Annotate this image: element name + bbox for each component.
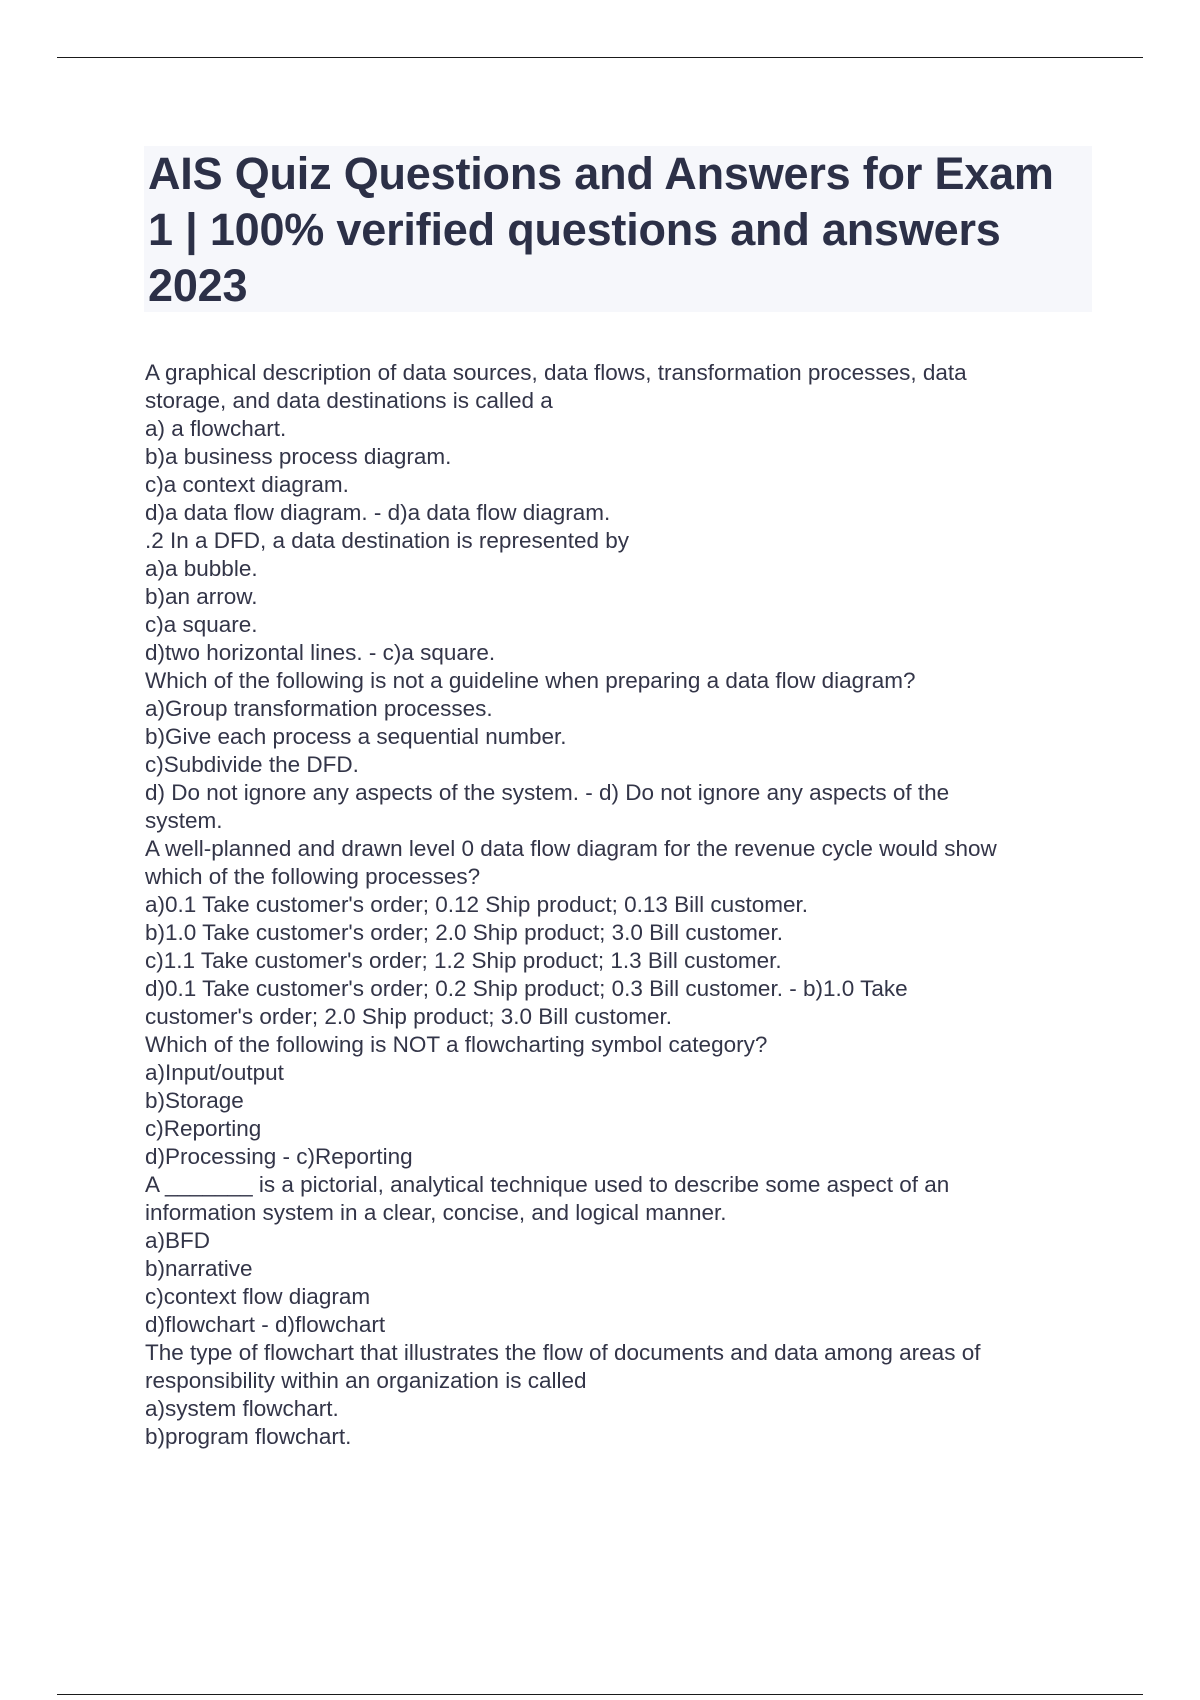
text-line: d)Processing - c)Reporting <box>145 1144 413 1169</box>
text-line: b)Storage <box>145 1088 244 1113</box>
text-line: information system in a clear, concise, and logical manner. <box>145 1200 727 1225</box>
title-block <box>144 146 1092 312</box>
text-line: The type of flowchart that illustrates the flow of documents and data among areas of <box>145 1340 981 1365</box>
text-line: system. <box>145 808 223 833</box>
text-line: a)Input/output <box>145 1060 284 1085</box>
text-line: c)1.1 Take customer's order; 1.2 Ship product; 1.3 Bill customer. <box>145 948 782 973</box>
text-line: a) a flowchart. <box>145 416 287 441</box>
text-line: a)system flowchart. <box>145 1396 339 1421</box>
text-line: b)an arrow. <box>145 584 258 609</box>
text-line: c)context flow diagram <box>145 1284 371 1309</box>
text-line: which of the following processes? <box>145 864 481 889</box>
text-line: A _______ is a pictorial, analytical technique used to describe some aspect of an <box>145 1172 950 1197</box>
text-line: Which of the following is not a guideline when preparing a data flow diagram? <box>145 668 916 693</box>
text-line: storage, and data destinations is called a <box>145 388 553 413</box>
text-line: d)0.1 Take customer's order; 0.2 Ship product; 0.3 Bill customer. - b)1.0 Take <box>145 976 908 1001</box>
text-line: a)Group transformation processes. <box>145 696 493 721</box>
text-line: a)BFD <box>145 1228 211 1253</box>
text-line: c)Reporting <box>145 1116 262 1141</box>
text-line: a)0.1 Take customer's order; 0.12 Ship product; 0.13 Bill customer. <box>145 892 808 917</box>
text-line: b)program flowchart. <box>145 1424 352 1449</box>
text-line: .2 In a DFD, a data destination is represented by <box>145 528 630 553</box>
bottom-rule <box>57 1694 1143 1695</box>
text-line: a)a bubble. <box>145 556 258 581</box>
text-line: responsibility within an organization is called <box>145 1368 587 1393</box>
text-line: A graphical description of data sources, data flows, transformation processes, data <box>145 360 967 385</box>
text-line: customer's order; 2.0 Ship product; 3.0 Bill customer. <box>145 1004 673 1029</box>
text-line: d) Do not ignore any aspects of the system. - d) Do not ignore any aspects of the <box>145 780 950 805</box>
document-title: AIS Quiz Questions and Answers for Exam 1 | 100% verified questions and answers 2023 <box>148 148 1054 311</box>
text-line: d)two horizontal lines. - c)a square. <box>145 640 496 665</box>
text-line: c)Subdivide the DFD. <box>145 752 359 777</box>
text-line: c)a square. <box>145 612 258 637</box>
text-line: d)flowchart - d)flowchart <box>145 1312 386 1337</box>
top-rule <box>57 57 1143 58</box>
text-line: c)a context diagram. <box>145 472 349 497</box>
document-body <box>145 359 1085 1451</box>
text-line: b)a business process diagram. <box>145 444 452 469</box>
text-line: d)a data flow diagram. - d)a data flow diagram. <box>145 500 611 525</box>
text-line: A well-planned and drawn level 0 data flow diagram for the revenue cycle would show <box>145 836 997 861</box>
text-line: b)1.0 Take customer's order; 2.0 Ship product; 3.0 Bill customer. <box>145 920 783 945</box>
text-line: Which of the following is NOT a flowcharting symbol category? <box>145 1032 768 1057</box>
text-line: b)Give each process a sequential number. <box>145 724 567 749</box>
text-line: b)narrative <box>145 1256 253 1281</box>
